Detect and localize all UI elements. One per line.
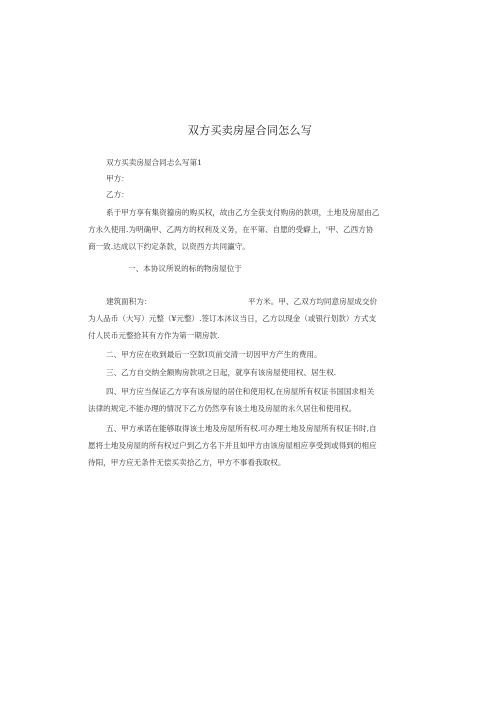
- party-b-line: 乙方：: [106, 190, 129, 199]
- party-a-line: 甲方：: [106, 174, 129, 183]
- clause-3-line: 三、乙方自交纳全额购房款项之日起，就享有该房屋使用权、居生权.: [106, 368, 337, 377]
- area-label: 建筑面积为：: [106, 297, 152, 306]
- paragraph-line: 愿将土地及房屋的所有权过户到乙方名下并且如甲方由该房屋相应享受到或得到的相应: [88, 441, 377, 450]
- paragraph-line: 法律的规定,不能办理的情况下乙方仍然享有该土地及房屋的永久居住和使用权。: [88, 404, 357, 413]
- clause-2-line: 二、甲方应在收到最后一空款I页前交清一切因甲方产生的费用。: [106, 350, 322, 359]
- paragraph-line: 系于甲方享有集资籀房的购买权，故由乙方全获支付购房的款项，土地及房屋由乙: [106, 208, 380, 217]
- paragraph-line: 为人品币（大写）元整（¥元整）.签订本沐议当日，乙方以现金（或银行划款）方式支: [88, 314, 377, 323]
- paragraph-line: 商一致.达成以下约定条款，以资西方共同瀛守。: [88, 242, 250, 251]
- paragraph-line: 双方买卖房屋合同忐么写第1: [106, 158, 202, 167]
- clause-4-line: 四、甲方应当保证乙方享有该房屋的居住和使用权,在房屋所有权证书国国求相关: [106, 387, 375, 396]
- clause-1-line: 一、本协议所说的标的物房屋位于: [128, 264, 242, 273]
- document-title: 双方买卖房屋合同怎么写: [187, 124, 313, 137]
- paragraph-line: 平方米。甲、乙双方均同意房屋成交价: [248, 297, 378, 306]
- clause-5-line: 五、甲方承诺在能够取得该土地及房屋所有权.可办理土地及房屋所有权证书时,自: [106, 424, 377, 433]
- paragraph-line: 付人民币元整拾其有方作为第一期房款.: [88, 331, 220, 340]
- paragraph-line: 方永久使用.为明确甲、乙两方的权利及义务，在平第、自愿的受癖上，'甲、乙西方协: [88, 225, 374, 234]
- paragraph-line: 待阳，甲方应无条件无偿买卖拾乙方，甲方不事看我取权。: [88, 458, 286, 467]
